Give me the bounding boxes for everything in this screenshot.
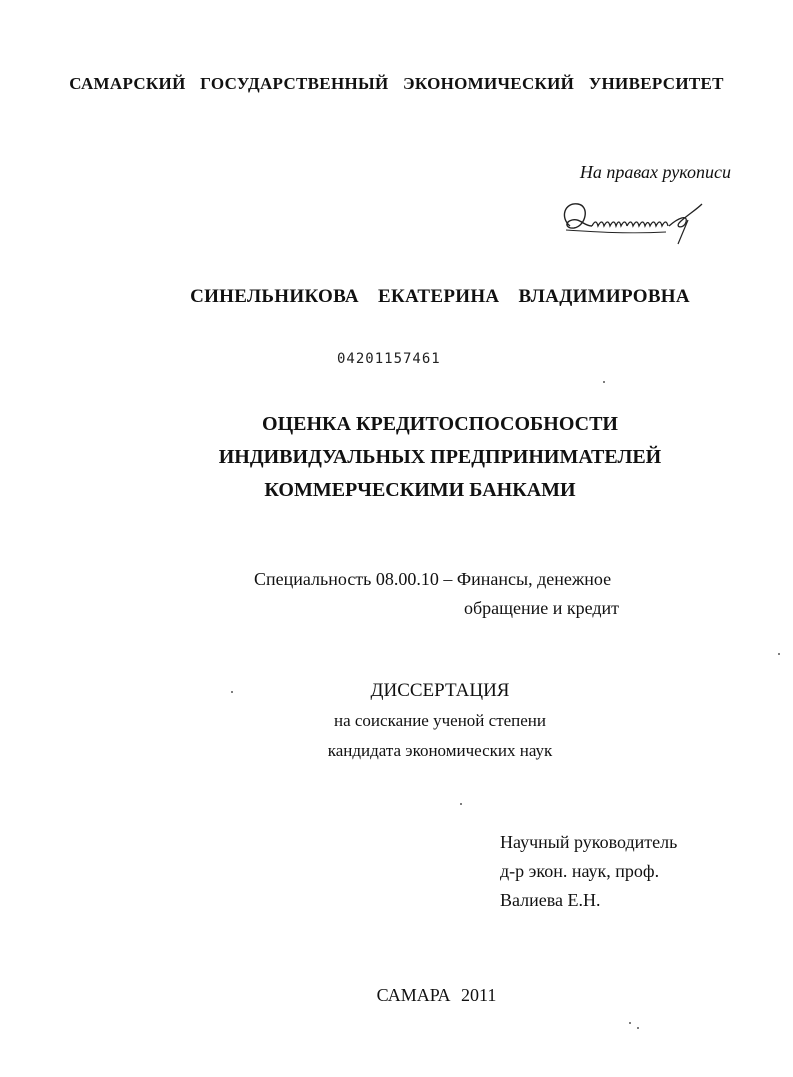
dissertation-type: ДИССЕРТАЦИЯ [370, 680, 510, 701]
specialty-line: Специальность 08.00.10 – Финансы, денежное [254, 569, 612, 589]
title-line: ОЦЕНКА КРЕДИТОСПОСОБНОСТИ [262, 413, 618, 435]
advisor-block [500, 828, 677, 915]
dissertation-block [0, 676, 793, 766]
scan-speck [629, 1022, 631, 1024]
dissertation-purpose: на соискание ученой степени [333, 711, 547, 730]
dissertation-title [0, 408, 793, 507]
scan-speck [778, 653, 780, 655]
manuscript-note: На правах рукописи [579, 162, 731, 182]
advisor-role: Научный руководитель [500, 832, 678, 852]
specialty-block [254, 565, 619, 623]
title-line: КОММЕРЧЕСКИМИ БАНКАМИ [264, 479, 576, 501]
registration-code: 04201157461 [337, 351, 441, 367]
signature-icon [556, 196, 706, 248]
scan-speck [603, 381, 605, 383]
title-line: ИНДИВИДУАЛЬНЫХ ПРЕДПРИНИМАТЕЛЕЙ [218, 446, 662, 468]
advisor-name: Валиева Е.Н. [500, 890, 601, 910]
specialty-line: обращение и кредит [464, 598, 620, 618]
advisor-credentials: д-р экон. наук, проф. [500, 861, 660, 881]
scan-speck [637, 1027, 639, 1029]
dissertation-degree: кандидата экономических наук [327, 741, 553, 760]
author-name: СИНЕЛЬНИКОВА ЕКАТЕРИНА ВЛАДИМИРОВНА [190, 286, 690, 307]
university-name: САМАРСКИЙ ГОСУДАРСТВЕННЫЙ ЭКОНОМИЧЕСКИЙ УНИВЕРСИТЕТ [69, 74, 724, 93]
city-year: САМАРА 2011 [376, 985, 497, 1005]
scan-speck [231, 691, 233, 693]
scan-speck [460, 803, 462, 805]
